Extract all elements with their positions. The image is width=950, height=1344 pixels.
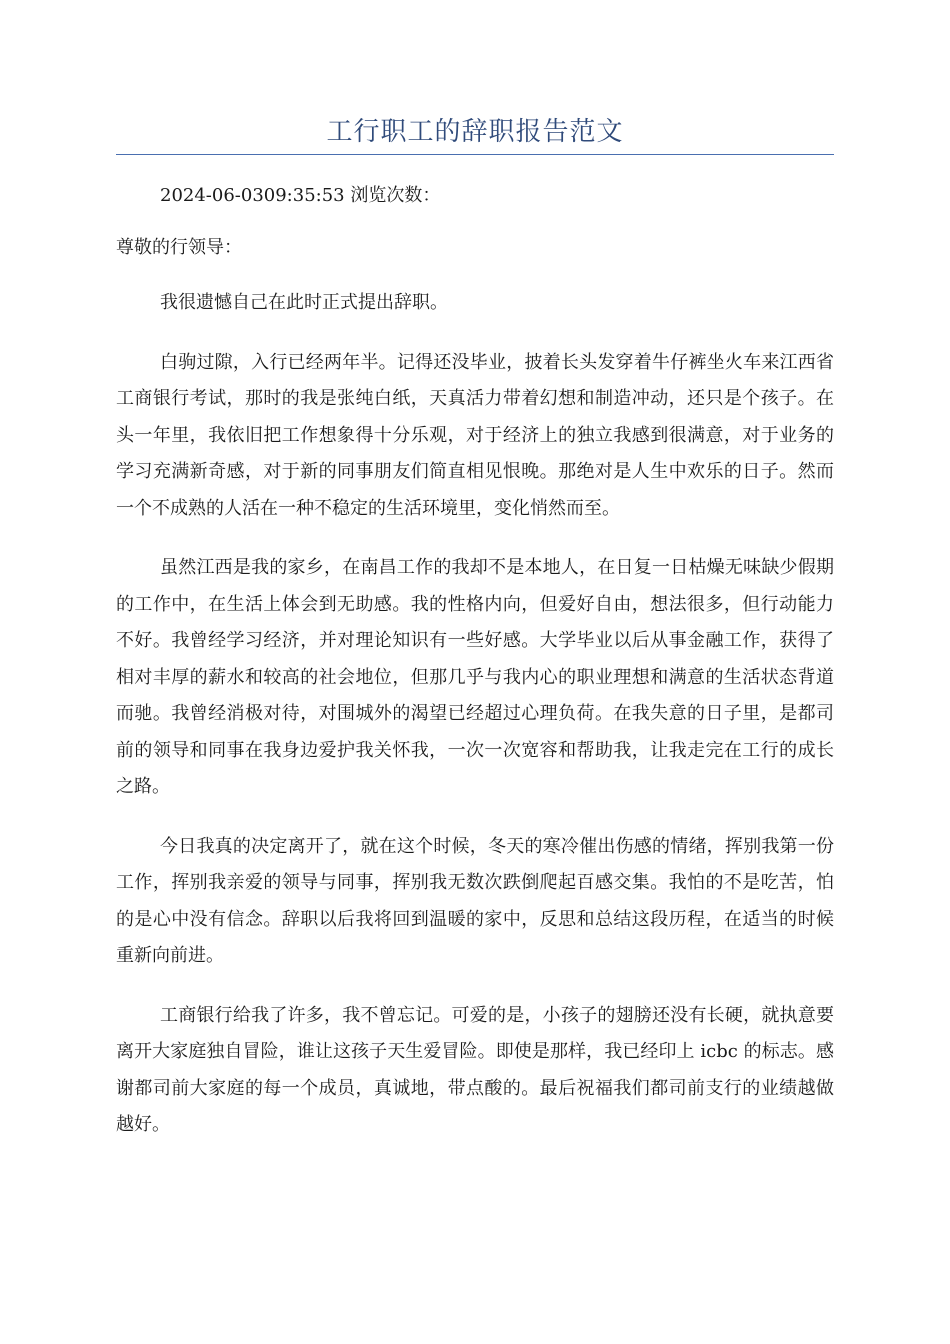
paragraph: 白驹过隙，入行已经两年半。记得还没毕业，披着长头发穿着牛仔裤坐火车来江西省工商银行考试，那时的我是张纯白纸，天真活力带着幻想和制造冲动，还只是个孩子。在头一年里，我依旧把工作想象得十分乐观，对于经济上的独立我感到很满意，对于业务的学习充满新奇感，对于新的同事朋友们简直相见恨晚。那绝对是人生中欢乐的日子。然而一个不成熟的人活在一种不稳定的生活环境里，变化悄然而至。 (116, 351, 834, 519)
paragraph: 工商银行给我了许多，我不曾忘记。可爱的是，小孩子的翅膀还没有长硬，就执意要离开大家庭独自冒险，谁让这孩子天生爱冒险。即使是那样，我已经印上 icbc 的标志。感谢都司前大家庭的每一个成员，真诚地，带点酸的。最后祝福我们都司前支行的业绩越做越好。 (116, 1004, 834, 1135)
title-underline (116, 154, 834, 155)
paragraph: 虽然江西是我的家乡，在南昌工作的我却不是本地人，在日复一日枯燥无味缺少假期的工作中，在生活上体会到无助感。我的性格内向，但爱好自由，想法很多，但行动能力不好。我曾经学习经济，并对理论知识有一些好感。大学毕业以后从事金融工作，获得了相对丰厚的薪水和较高的社会地位，但那几乎与我内心的职业理想和满意的生活状态背道而驰。我曾经消极对待，对围城外的渴望已经超过心理负荷。在我失意的日子里，是都司前的领导和同事在我身边爱护我关怀我，一次一次宽容和帮助我，让我走完在工行的成长之路。 (116, 557, 834, 797)
paragraph: 我很遗憾自己在此时正式提出辞职。 (160, 292, 448, 313)
document-title: 工行职工的辞职报告范文 (326, 117, 624, 147)
paragraph: 今日我真的决定离开了，就在这个时候，冬天的寒冷催出伤感的情绪，挥别我第一份工作，挥别我亲爱的领导与同事，挥别我无数次跌倒爬起百感交集。我怕的不是吃苦，怕的是心中没有信念。辞职以后我将回到温暖的家中，反思和总结这段历程，在适当的时候重新向前进。 (116, 835, 834, 966)
publish-meta: 2024-06-0309:35:53 浏览次数： (160, 185, 441, 206)
document-page (116, 0, 834, 1162)
salutation: 尊敬的行领导： (116, 237, 242, 258)
